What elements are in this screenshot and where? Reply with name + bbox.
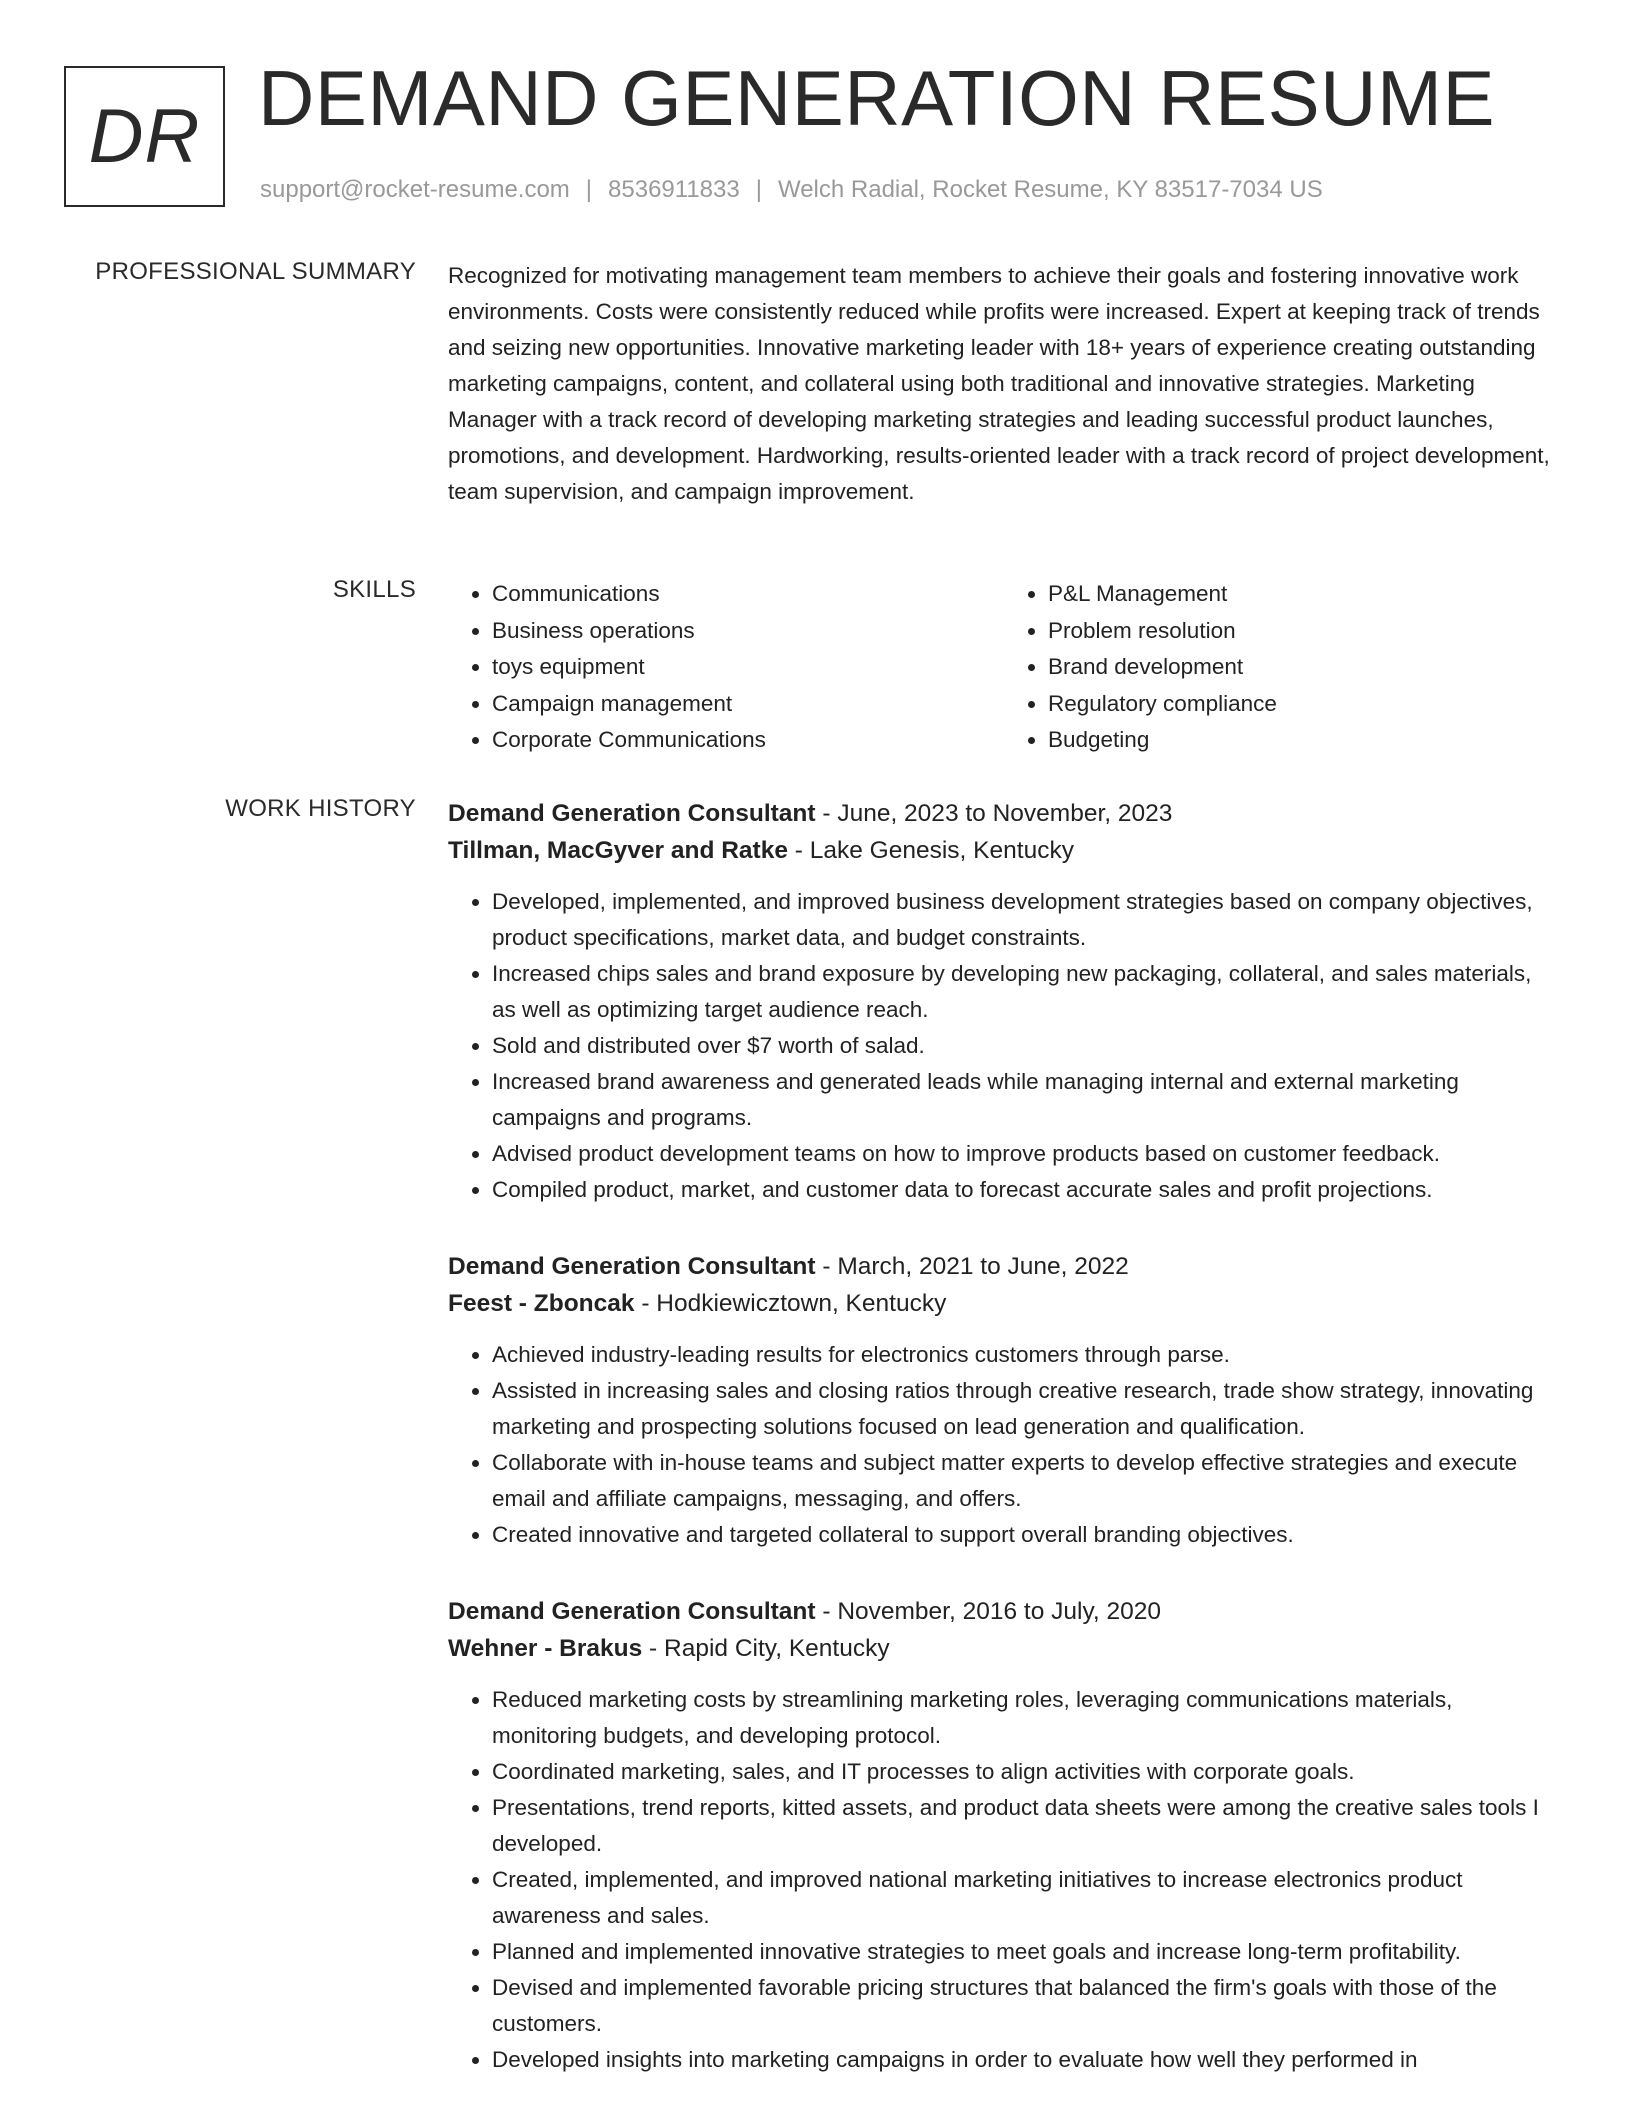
job-dates: - March, 2021 to June, 2022	[815, 1253, 1129, 1280]
job-dates: - November, 2016 to July, 2020	[815, 1598, 1162, 1625]
job-company: Feest - Zboncak	[448, 1290, 635, 1317]
summary-text: Recognized for motivating management team members to achieve their goals and fostering innovative work environments. Costs were consistently reduced while profits were increased. Expert at keeping track of trends and seizing new opportunities. Innovative marketing leader with 18+ years of experience creating outstanding marketing campaigns, content, and collateral using both traditional and innovative strategies. Marketing Manager with a track record of developing marketing strategies and leading successful product launches, promotions, and development. Hardworking, results-oriented leader with a track record of project development, team supervision, and campaign improvement.	[448, 263, 1550, 504]
job-company: Tillman, MacGyver and Ratke	[448, 837, 788, 864]
job-title: Demand Generation Consultant	[448, 1253, 816, 1280]
skills-grid	[448, 576, 1560, 759]
section-label-skills: SKILLS	[332, 576, 416, 603]
skill-item: • P&L Management	[1048, 576, 1560, 613]
job-bullet: • Collaborate with in-house teams and subject matter experts to develop effective strategies and execute email and affiliate campaigns, messaging, and offers.	[492, 1445, 1560, 1517]
skills-column-left	[448, 576, 1004, 759]
skill-item: • Corporate Communications	[492, 722, 1004, 759]
job-bullet: • Increased brand awareness and generated leads while managing internal and external marketing campaigns and programs.	[492, 1064, 1560, 1136]
job-entry	[448, 1248, 1560, 1553]
skill-item: • Communications	[492, 576, 1004, 613]
job-title-line	[448, 1593, 1560, 1630]
job-bullet: • Advised product development teams on how to improve products based on customer feedback.	[492, 1136, 1560, 1172]
job-bullet: • Sold and distributed over $7 worth of salad.	[492, 1028, 1560, 1064]
job-bullet: • Coordinated marketing, sales, and IT processes to align activities with corporate goals.	[492, 1754, 1560, 1790]
skill-item: • Campaign management	[492, 686, 1004, 723]
skill-item: • Brand development	[1048, 649, 1560, 686]
job-bullet: • Reduced marketing costs by streamlining marketing roles, leveraging communications materials, monitoring budgets, and developing protocol.	[492, 1682, 1560, 1754]
job-title: Demand Generation Consultant	[448, 1598, 816, 1625]
summary-body	[448, 258, 1560, 510]
contact-phone: 8536911833	[608, 176, 740, 203]
job-bullet: • Developed, implemented, and improved business development strategies based on company objectives, product specifications, market data, and budget constraints.	[492, 884, 1560, 956]
skill-item: • Budgeting	[1048, 722, 1560, 759]
contact-separator: |	[585, 176, 593, 203]
job-bullets	[448, 884, 1560, 1208]
job-title: Demand Generation Consultant	[448, 800, 816, 827]
job-bullet: • Created innovative and targeted collateral to support overall branding objectives.	[492, 1517, 1560, 1553]
section-label-summary: PROFESSIONAL SUMMARY	[95, 258, 416, 285]
resume-title: DEMAND GENERATION RESUME	[258, 54, 1495, 142]
skills-column-right	[1004, 576, 1560, 759]
job-entry	[448, 795, 1560, 1208]
job-dates: - June, 2023 to November, 2023	[815, 800, 1173, 827]
contact-email: support@rocket-resume.com	[260, 176, 570, 203]
section-label-work-history: WORK HISTORY	[225, 795, 416, 822]
job-company-line	[448, 832, 1560, 869]
job-bullet: • Increased chips sales and brand exposure by developing new packaging, collateral, and sales materials, as well as optimizing target audience reach.	[492, 956, 1560, 1028]
skill-item: • Regulatory compliance	[1048, 686, 1560, 723]
skill-item: • toys equipment	[492, 649, 1004, 686]
job-bullets	[448, 1682, 1560, 2078]
job-bullet: • Achieved industry-leading results for electronics customers through parse.	[492, 1337, 1560, 1373]
job-title-line	[448, 1248, 1560, 1285]
job-bullet: • Devised and implemented favorable pricing structures that balanced the firm's goals with those of the customers.	[492, 1970, 1560, 2042]
job-location: - Hodkiewicztown, Kentucky	[634, 1290, 947, 1317]
job-bullet: • Assisted in increasing sales and closing ratios through creative research, trade show strategy, innovating marketing and prospecting solutions focused on lead generation and qualification.	[492, 1373, 1560, 1445]
job-company-line	[448, 1630, 1560, 1667]
skill-item: • Problem resolution	[1048, 613, 1560, 650]
skills-body	[448, 576, 1560, 759]
job-bullet: • Planned and implemented innovative strategies to meet goals and increase long-term profitability.	[492, 1934, 1560, 1970]
job-bullets	[448, 1337, 1560, 1553]
job-bullet: • Compiled product, market, and customer data to forecast accurate sales and profit projections.	[492, 1172, 1560, 1208]
contact-address: Welch Radial, Rocket Resume, KY 83517-7034 US	[777, 176, 1323, 203]
skill-item: • Business operations	[492, 613, 1004, 650]
monogram-badge: DR	[64, 66, 225, 207]
job-location: - Lake Genesis, Kentucky	[787, 837, 1074, 864]
job-bullet: • Developed insights into marketing campaigns in order to evaluate how well they performed in	[492, 2042, 1560, 2078]
job-bullet: • Presentations, trend reports, kitted assets, and product data sheets were among the creative sales tools I developed.	[492, 1790, 1560, 1862]
job-entry	[448, 1593, 1560, 2078]
work-history-body	[448, 795, 1560, 2112]
job-company-line	[448, 1285, 1560, 1322]
job-location: - Rapid City, Kentucky	[642, 1635, 890, 1662]
job-title-line	[448, 795, 1560, 832]
job-bullet: • Created, implemented, and improved national marketing initiatives to increase electronics product awareness and sales.	[492, 1862, 1560, 1934]
contact-line	[260, 176, 1323, 204]
contact-separator: |	[755, 176, 762, 203]
job-company: Wehner - Brakus	[448, 1635, 643, 1662]
